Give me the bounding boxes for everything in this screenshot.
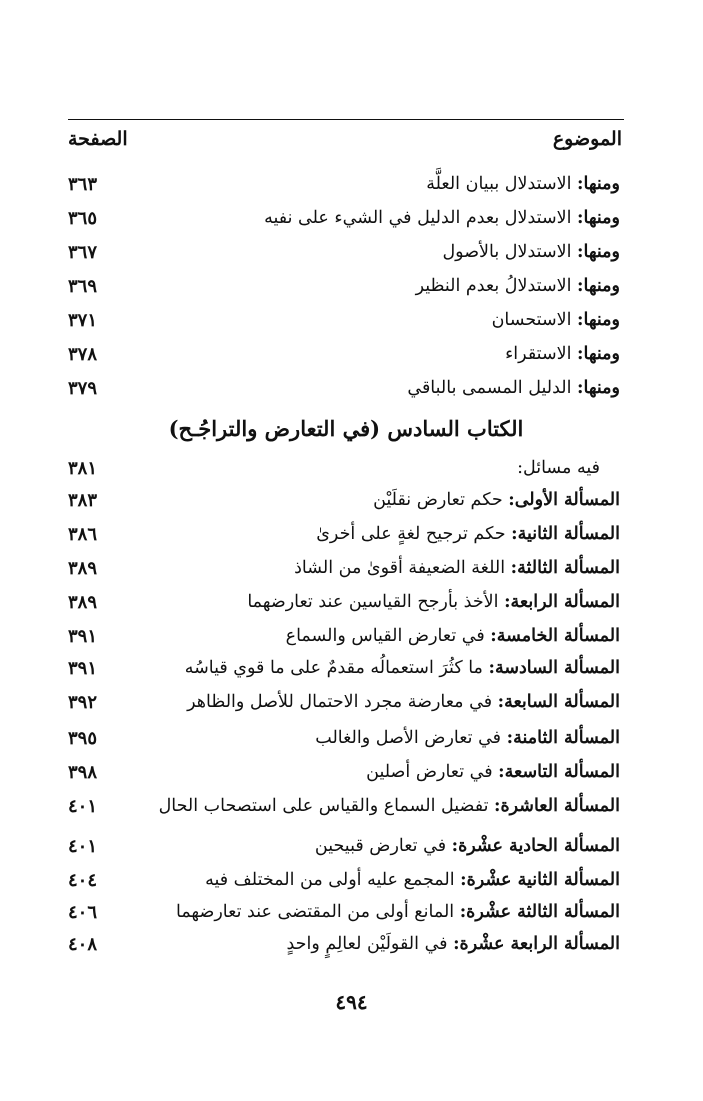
toc-entry [315, 728, 620, 748]
entry-page-number: ٣٨٩ [68, 592, 98, 613]
entry-text: حكم ترجيح لغةٍ على أخرىٰ [316, 524, 512, 544]
page-number: ٤٩٤ [335, 990, 368, 1014]
toc-row [68, 172, 624, 202]
toc-row [68, 834, 624, 864]
entry-lead: المسألة الثالثة عشْرة: [459, 902, 620, 922]
entry-text: في تعارض قبيحين [314, 836, 452, 856]
toc-row [68, 376, 624, 406]
entry-text: الاستقراء [505, 344, 578, 364]
entry-text: الاستدلال بعدم الدليل في الشيء على نفيه [264, 208, 578, 228]
toc-row [68, 488, 624, 518]
entry-page-number: ٣٧١ [68, 310, 98, 331]
toc-row [68, 656, 624, 686]
toc-row [68, 206, 624, 236]
toc-entry [416, 276, 620, 296]
entry-lead: المسألة الثالثة: [510, 558, 620, 578]
toc-entry [316, 524, 620, 544]
entry-text: الأخذ بأرجح القياسين عند تعارضهما [247, 592, 505, 612]
page-column-label: الصفحة [68, 128, 128, 150]
entry-lead: المسألة الأولى: [508, 490, 620, 510]
toc-entry [205, 870, 620, 890]
entry-lead: ومنها: [577, 276, 620, 296]
entry-page-number: ٣٧٩ [68, 378, 98, 399]
entry-text: في معارضة مجرد الاحتمال للأصل والظاهر [187, 692, 498, 712]
toc-row [68, 868, 624, 898]
entry-text: اللغة الضعيفة أقوىٰ من الشاذ [294, 558, 511, 578]
entry-lead: المسألة الثانية عشْرة: [460, 870, 620, 890]
toc-row [68, 240, 624, 270]
entry-text: الاستدلالُ بعدم النظير [415, 276, 578, 296]
entry-page-number: ٣٨١ [68, 458, 98, 479]
toc-row [68, 690, 624, 720]
entry-lead: المسألة السادسة: [488, 658, 620, 678]
entry-page-number: ٣٩١ [68, 626, 98, 647]
entry-text: حكم تعارض نقلَيْن [373, 490, 509, 510]
entry-page-number: ٣٧٨ [68, 344, 98, 365]
toc-row [68, 760, 624, 790]
toc-row [68, 932, 624, 962]
entry-lead: ومنها: [577, 344, 620, 364]
entry-text: في تعارض الأصل والغالب [315, 728, 507, 748]
entry-lead: ومنها: [577, 242, 620, 262]
entry-page-number: ٣٨٦ [68, 524, 98, 545]
toc-row [68, 624, 624, 654]
entry-lead: ومنها: [577, 310, 620, 330]
section-title: الكتاب السادس (في التعارض والتراجُـح) [168, 416, 524, 441]
entry-text: الاستدلال بالأصول [442, 242, 578, 262]
toc-row [68, 794, 624, 824]
toc-row [68, 590, 624, 620]
entry-page-number: ٣٦٣ [68, 174, 98, 195]
toc-row [68, 342, 624, 372]
entry-page-number: ٣٨٩ [68, 558, 98, 579]
toc-row [68, 274, 624, 304]
toc-entry [187, 692, 620, 712]
toc-entry [185, 658, 620, 678]
entry-lead: ومنها: [577, 378, 620, 398]
entry-lead: المسألة العاشرة: [494, 796, 620, 816]
toc-entry [176, 902, 620, 922]
toc-row [68, 900, 624, 930]
entry-lead: المسألة الرابعة: [504, 592, 620, 612]
entry-text: ما كثُرَ استعمالُه مقدمٌ على ما قوي قياسُه [184, 658, 489, 678]
entry-lead: المسألة الخامسة: [490, 626, 620, 646]
toc-entry [505, 344, 620, 364]
toc-entry [286, 626, 620, 646]
entry-page-number: ٣٨٣ [68, 490, 98, 511]
entry-page-number: ٣٩١ [68, 658, 98, 679]
toc-entry [159, 796, 620, 816]
toc-entry [492, 310, 620, 330]
entry-text: في تعارض أصلين [366, 762, 499, 782]
entry-page-number: ٣٩٢ [68, 692, 98, 713]
toc-entry [264, 208, 620, 228]
toc-entry [286, 934, 620, 954]
toc-entry [315, 836, 620, 856]
entry-page-number: ٣٦٧ [68, 242, 98, 263]
entry-page-number: ٤٠٤ [68, 870, 98, 891]
entry-page-number: ٣٦٩ [68, 276, 98, 297]
entry-lead: المسألة الحادية عشْرة: [451, 836, 620, 856]
toc-row [68, 556, 624, 586]
entry-text: الاستحسان [491, 310, 578, 330]
entry-lead: ومنها: [577, 174, 620, 194]
toc-entry [442, 242, 620, 262]
header-rule [68, 119, 624, 120]
toc-row [68, 522, 624, 552]
entry-text: في تعارض القياس والسماع [285, 626, 491, 646]
entry-lead: المسألة الثامنة: [506, 728, 620, 748]
entry-text: تفضيل السماع والقياس على استصحاب الحال [158, 796, 495, 816]
toc-entry [407, 378, 620, 398]
toc-entry [294, 558, 620, 578]
toc-row [68, 308, 624, 338]
toc-row [68, 726, 624, 756]
entry-page-number: ٣٩٥ [68, 728, 98, 749]
entry-page-number: ٣٦٥ [68, 208, 98, 229]
entry-lead: ومنها: [577, 208, 620, 228]
toc-header [68, 124, 624, 160]
entry-lead: المسألة الثانية: [511, 524, 620, 544]
entry-lead: المسألة التاسعة: [498, 762, 620, 782]
entry-text: الدليل المسمى بالباقي [407, 378, 578, 398]
entry-lead: المسألة الرابعة عشْرة: [453, 934, 620, 954]
entry-text: المانع أولى من المقتضى عند تعارضهما [175, 902, 460, 922]
toc-entry [247, 592, 620, 612]
entry-lead: المسألة السابعة: [497, 692, 620, 712]
entry-page-number: ٤٠١ [68, 836, 98, 857]
entry-page-number: ٤٠٦ [68, 902, 98, 923]
intro-text: فيه مسائل: [517, 458, 600, 478]
entry-page-number: ٤٠٨ [68, 934, 98, 955]
toc-entry [426, 174, 620, 194]
entry-page-number: ٣٩٨ [68, 762, 98, 783]
entry-text: الاستدلال ببيان العلَّة [426, 174, 578, 194]
toc-entry [366, 762, 620, 782]
entry-page-number: ٤٠١ [68, 796, 98, 817]
entry-text: في القولَيْن لعالِمٍ واحدٍ [286, 934, 454, 954]
toc-entry [373, 490, 620, 510]
topic-column-label: الموضوع [552, 128, 622, 150]
entry-text: المجمع عليه أولى من المختلف فيه [205, 870, 461, 890]
toc-intro-row [68, 456, 624, 486]
